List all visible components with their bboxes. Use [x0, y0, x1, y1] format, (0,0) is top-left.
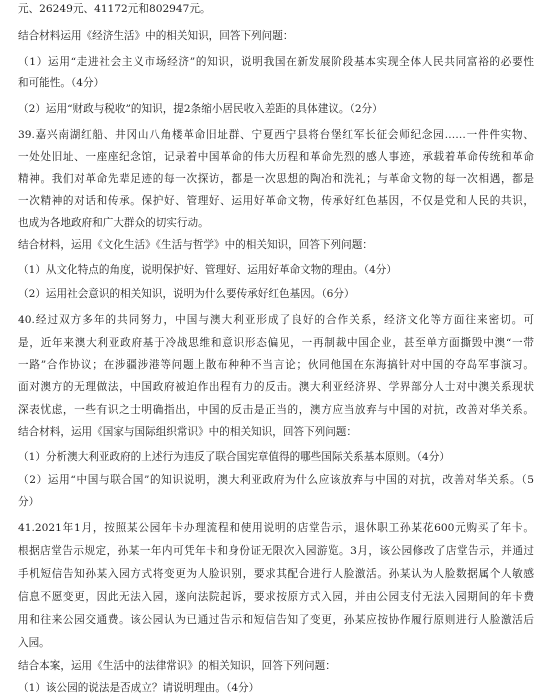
question-line: （2）运用“财政与税收”的知识，提2条缩小居民收入差距的具体建议。（2分）: [18, 103, 383, 115]
passage-line: 41.2021年1月，按照某公园年卡办理流程和使用说明的店堂告示，退休职工孙某花600元购买了年卡。: [18, 522, 534, 534]
passage-line: 一处处旧址、一座座纪念馆，记录着中国革命的伟大历程和革命先烈的感人事迹，承载着革命传统和革命: [18, 151, 534, 163]
passage-line: 一次精神的对话和传承。保护好、管理好、运用好革命文物，传承好红色基因，不仅是党和人民的共识，: [18, 195, 534, 207]
question-line: 分）: [18, 496, 40, 508]
question-line: （1）该公园的说法是否成立？请说明理由。（4分）: [18, 682, 260, 694]
passage-line: 手机短信告知孙某入园方式将变更为人脸识别，要求其配合进行人脸激活。孙某认为人脸数据属个人敏感: [18, 568, 534, 580]
question-line: （1）分析澳大利亚政府的上述行为违反了联合国宪章值得的哪些国际关系基本原则。（4分）: [18, 451, 450, 463]
passage-line: 精神。我们对革命先辈足迹的每一次探访，都是一次思想的陶冶和洗礼；与革命文物的每一次相遇，都是: [18, 173, 534, 185]
question-line: （2）运用社会意识的相关知识，说明为什么要传承好红色基因。（6分）: [18, 288, 355, 300]
question-line: （1）从文化特点的角度，说明保护好、管理好、运用好革命文物的理由。（4分）: [18, 264, 397, 276]
instruction-line: 结合本案，运用《生活中的法律常识》的相关知识，回答下列问题：: [18, 660, 336, 672]
passage-line: 用和往来公园交通费。该公园认为已通过告示和短信告知了变更，孙某应按协作履行原则进行人脸激活后: [18, 614, 534, 626]
passage-line: 深表忧虑，一些有识之士明确指出，中国的反击是正当的，澳方应当放弃与中国的对抗，改善对华关系。: [18, 404, 534, 416]
passage-line: 也成为各地政府和广大群众的切实行动。: [18, 217, 209, 229]
text-line: 元、26249元、41172元和802947元。: [18, 3, 211, 15]
passage-line: 是，近年来澳大利亚政府基于冷战思维和意识形态偏见，一再制裁中国企业，甚至单方面撕毁中澳“一带: [18, 337, 534, 349]
instruction-line: 结合材料，运用《文化生活》《生活与哲学》中的相关知识，回答下列问题：: [18, 239, 373, 251]
passage-line: 一路”合作协议；在涉疆涉港等问题上散布种种不当言论；伙同他国在东海搞针对中国的夺岛军事演习。: [18, 359, 534, 371]
question-line: （2）运用“中国与联合国”的知识说明，澳大利亚政府为什么应该放弃与中国的对抗，改善对华关系。（5: [18, 474, 534, 486]
question-line: （1）运用“走进社会主义市场经济”的知识，说明我国在新发展阶段基本实现全体人民共同富裕的必要性: [18, 56, 534, 68]
question-line: 和可能性。（4分）: [18, 77, 105, 89]
passage-line: 信息不愿变更，因此无法入园，遂向法院起诉，要求按原方式入园，并由公园支付无法入园期间的年卡费: [18, 591, 534, 603]
passage-line: 入园。: [18, 637, 50, 649]
passage-line: 39.嘉兴南湖红船、井冈山八角楼革命旧址群、宁夏西宁县将台堡红军长征会师纪念园……一件件实物、: [18, 129, 534, 141]
passage-line: 40.经过双方多年的共同努力，中国与澳大利亚形成了良好的合作关系，经济文化等方面往来密切。可: [18, 314, 534, 326]
instruction-line: 结合材料，运用《国家与国际组织常识》中的相关知识，回答下列问题：: [18, 426, 357, 438]
passage-line: 根据店堂告示规定，孙某一年内可凭年卡和身份证无限次入园游览。3月，该公园修改了店堂告示，并通过: [18, 545, 534, 557]
passage-line: 面对澳方的无理做法，中国政府被迫作出程有力的反击。澳大利亚经济界、学界部分人士对中澳关系现状: [18, 381, 534, 393]
instruction-line: 结合材料运用《经济生活》中的相关知识，回答下列问题：: [18, 30, 294, 42]
